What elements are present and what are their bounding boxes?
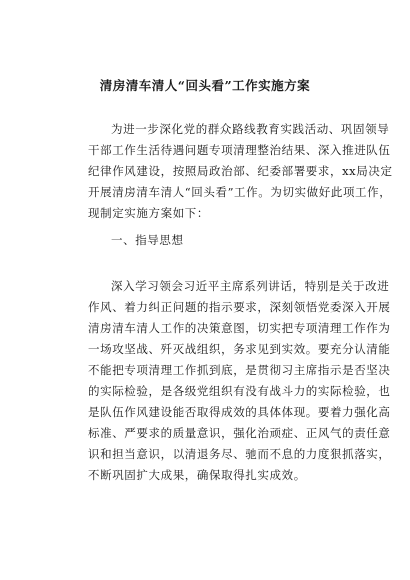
body-line: 不断巩固扩大成果，确保取得扎实成效。 [88, 468, 306, 482]
body-line: 一场攻坚战、歼灭战组织，务求见到实效。要充分认清能 [88, 342, 391, 356]
body-line: 标准、严要求的质量意识，强化治顽症、正风气的责任意 [88, 426, 391, 440]
body-line: 是队伍作风建设能否取得成效的具体体现。要着力强化高 [88, 405, 391, 419]
intro-line: 开展清房清车清人“回头看”工作。为切实做好此项工作， [88, 185, 392, 199]
intro-line: 为进一步深化党的群众路线教育实践活动、巩固领导 [111, 122, 390, 136]
body-line: 不能把专项清理工作抓到底，是贯彻习主席指示是否坚决 [88, 363, 391, 377]
section-heading: 一、指导思想 [111, 233, 184, 247]
body-line: 的实际检验，是各级党组织有没有战斗力的实际检验，也 [88, 384, 391, 398]
intro-paragraph [88, 119, 393, 224]
body-line: 深入学习领会习近平主席系列讲话，特别是关于改进 [111, 279, 390, 293]
intro-line: 干部工作生活待遇问题专项清理整治结果、深入推进队伍 [88, 143, 391, 157]
body-line: 识和担当意识，以清退务尽、驰而不息的力度狠抓落实， [88, 447, 391, 461]
body-line: 作风、着力纠正问题的指示要求，深刻领悟党委深入开展 [88, 300, 391, 314]
document-title: 清房清车清人“回头看”工作实施方案 [99, 78, 311, 93]
intro-line: 纪律作风建设，按照局政治部、纪委部署要求，xx局决定 [88, 164, 393, 178]
intro-line: 现制定实施方案如下： [88, 206, 209, 220]
body-line: 清房清车清人工作的决策意图，切实把专项清理工作作为 [88, 321, 391, 335]
body-paragraph [88, 276, 391, 486]
